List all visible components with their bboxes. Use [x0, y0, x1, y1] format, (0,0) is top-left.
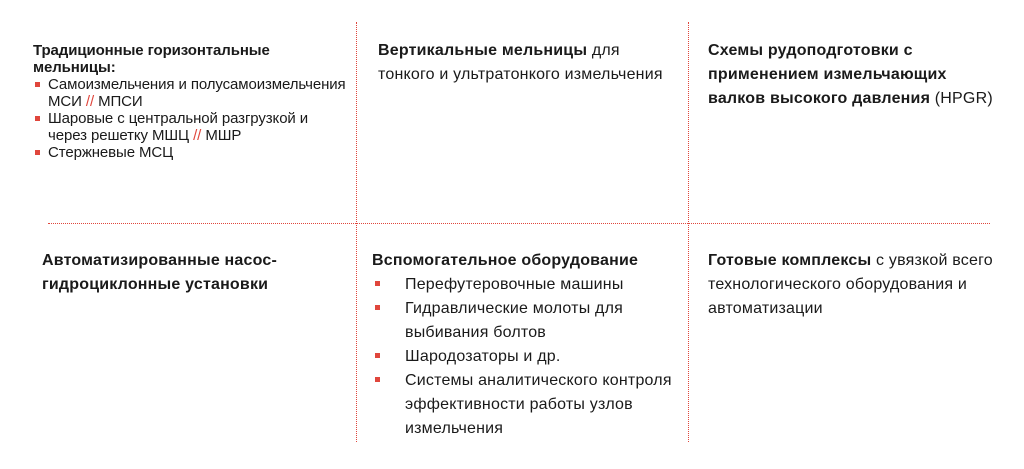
- cell-pump-units: [42, 249, 342, 297]
- list-item: Гидравлические молоты для выбивания болтов: [372, 297, 682, 345]
- horizontal-mills-list: [33, 76, 348, 161]
- auxiliary-list: [372, 273, 682, 441]
- complexes-text: Готовые комплексы с увязкой всего технологического оборудования и автоматизации: [708, 252, 993, 317]
- hpgr-text: Схемы рудоподготовки с применением измельчающих валков высокого давления (HPGR): [708, 42, 993, 107]
- grid-divider-vertical-2: [688, 22, 689, 442]
- list-item: Шаровые с центральной разгрузкой и через решетку МШЦ // МШР: [33, 110, 348, 144]
- square-bullet-icon: [375, 377, 380, 382]
- vertical-mills-text: Вертикальные мельницы для тонкого и ультратонкого измельчения: [378, 42, 663, 83]
- grid-divider-horizontal: [48, 223, 990, 224]
- square-bullet-icon: [35, 116, 40, 121]
- list-item: Шародозаторы и др.: [372, 345, 682, 369]
- square-bullet-icon: [35, 150, 40, 155]
- square-bullet-icon: [375, 353, 380, 358]
- pump-units-text: Автоматизированные насос-гидроциклонные установки: [42, 252, 278, 293]
- horizontal-mills-title: Традиционные горизонтальные мельницы:: [33, 42, 270, 76]
- list-item: Самоизмельчения и полусамоизмельчения МСИ // МПСИ: [33, 76, 348, 110]
- auxiliary-title: Вспомогательное оборудование: [372, 252, 639, 269]
- list-item: Стержневые МСЦ: [33, 144, 348, 161]
- square-bullet-icon: [35, 82, 40, 87]
- cell-hpgr: [708, 39, 1008, 111]
- grid-divider-vertical-1: [356, 22, 357, 442]
- square-bullet-icon: [375, 305, 380, 310]
- cell-horizontal-mills: [33, 42, 348, 161]
- cell-auxiliary-equipment: [372, 249, 682, 441]
- cell-complexes: [708, 249, 1008, 321]
- list-item: Системы аналитического контроля эффективности работы узлов измельчения: [372, 369, 682, 441]
- cell-vertical-mills: [378, 39, 668, 87]
- square-bullet-icon: [375, 281, 380, 286]
- list-item: Перефутеровочные машины: [372, 273, 682, 297]
